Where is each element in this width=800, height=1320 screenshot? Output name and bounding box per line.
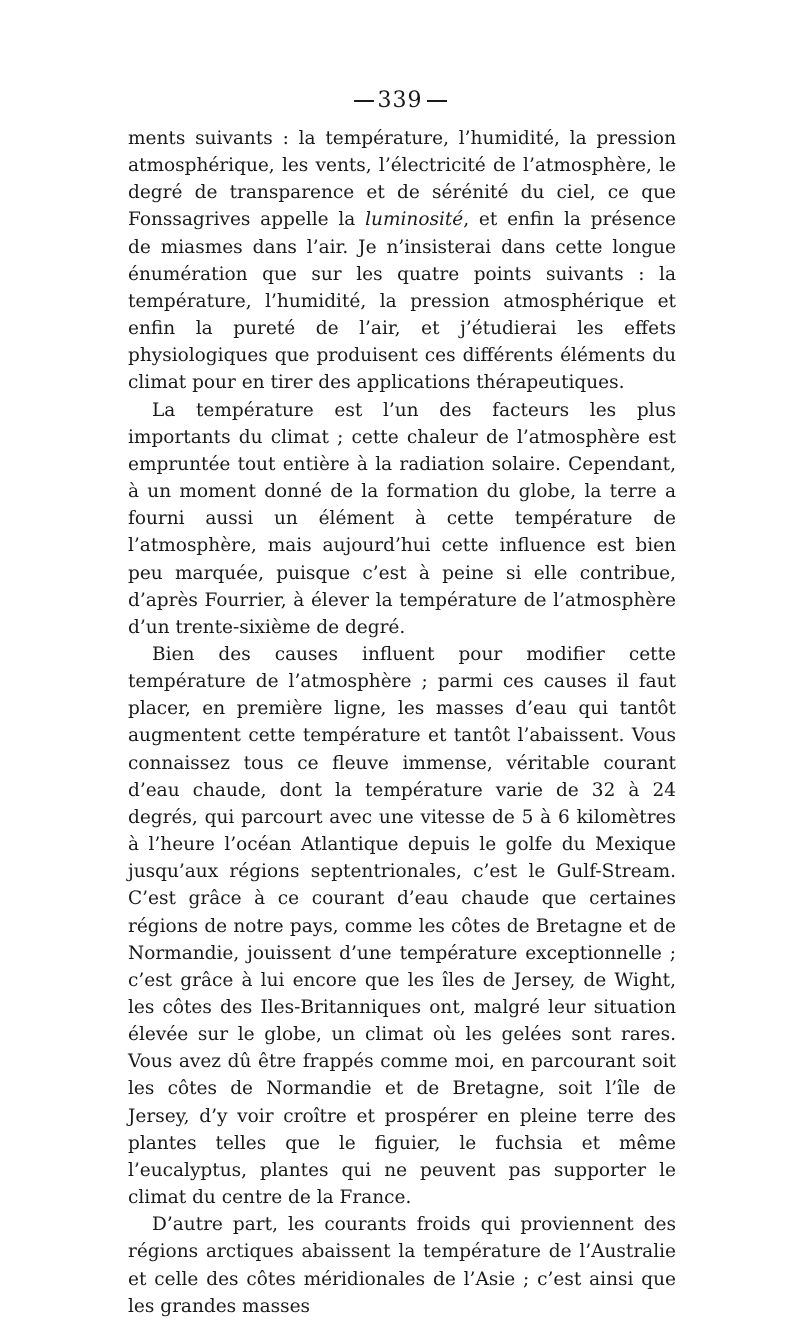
- paragraph: [128, 641, 676, 1211]
- paragraph: [128, 125, 676, 397]
- italic-term-luminosite: luminosité: [365, 209, 464, 231]
- page-number-text: 339: [377, 88, 423, 113]
- text-run: ments suivants : la température, l’humidité, la pression atmosphérique, les vents, l’électricité de l’atmosphère, le degré de transparence et de sérénité du ciel, ce que Fonssagrives appelle la: [128, 128, 676, 231]
- text-run: La température est l’un des facteurs les plus importants du climat ; cette chaleur de l’atmosphère est empruntée tout entière à la radiation solaire. Cependant, à un moment donné de la formation du globe, la terre a fourni aussi un élément à cette température de l’atmosphère, mais aujourd’hui cette influence est bien peu marquée, puisque c’est à peine si elle contribue, d’après Fourrier, à élever la température de l’atmosphère d’un trente-sixième de degré.: [128, 399, 676, 638]
- paragraph: [128, 1211, 676, 1320]
- page-number-dash-left: [354, 100, 374, 102]
- page-number: [0, 88, 800, 113]
- body-text: [128, 125, 676, 1320]
- text-run: D’autre part, les courants froids qui proviennent des régions arctiques abaissent la température de l’Australie et celle des côtes méridionales de l’Asie ; c’est ainsi que les grandes masses: [128, 1214, 676, 1317]
- page-number-dash-right: [427, 100, 447, 102]
- paragraph: [128, 397, 676, 641]
- text-run: Bien des causes influent pour modifier cette température de l’atmosphère ; parmi ces causes il faut placer, en première ligne, les masses d’eau qui tantôt augmentent cette température et tantôt l’abaissent. Vous connaissez tous ce fleuve immense, véritable courant d’eau chaude, dont la température varie de 32 à 24 degrés, qui parcourt avec une vitesse de 5 à 6 kilomètres à l’heure l’océan Atlantique depuis le golfe du Mexique jusqu’aux régions septentrionales, c’est le Gulf-Stream. C’est grâce à ce courant d’eau chaude que certaines régions de notre pays, comme les côtes de Bretagne et de Normandie, jouissent d’une température exceptionnelle ; c’est grâce à lui encore que les îles de Jersey, de Wight, les côtes des Iles-Britanniques ont, malgré leur situation élevée sur le globe, un climat où les gelées sont rares. Vous avez dû être frappés comme moi, en parcourant soit les côtes de Normandie et de Bretagne, soit l’île de Jersey, d’y voir croître et prospérer en pleine terre des plantes telles que le figuier, le fuchsia et même l’eucalyptus, plantes qui ne peuvent pas supporter le climat du centre de la France.: [128, 643, 676, 1209]
- text-run: , et enfin la présence de miasmes dans l’air. Je n’insisterai dans cette longue énumération que sur les quatre points suivants : la température, l’humidité, la pression atmosphérique et enfin la pureté de l’air, et j’étudierai les effets physiologiques que produisent ces différents éléments du climat pour en tirer des applications thérapeutiques.: [128, 209, 676, 394]
